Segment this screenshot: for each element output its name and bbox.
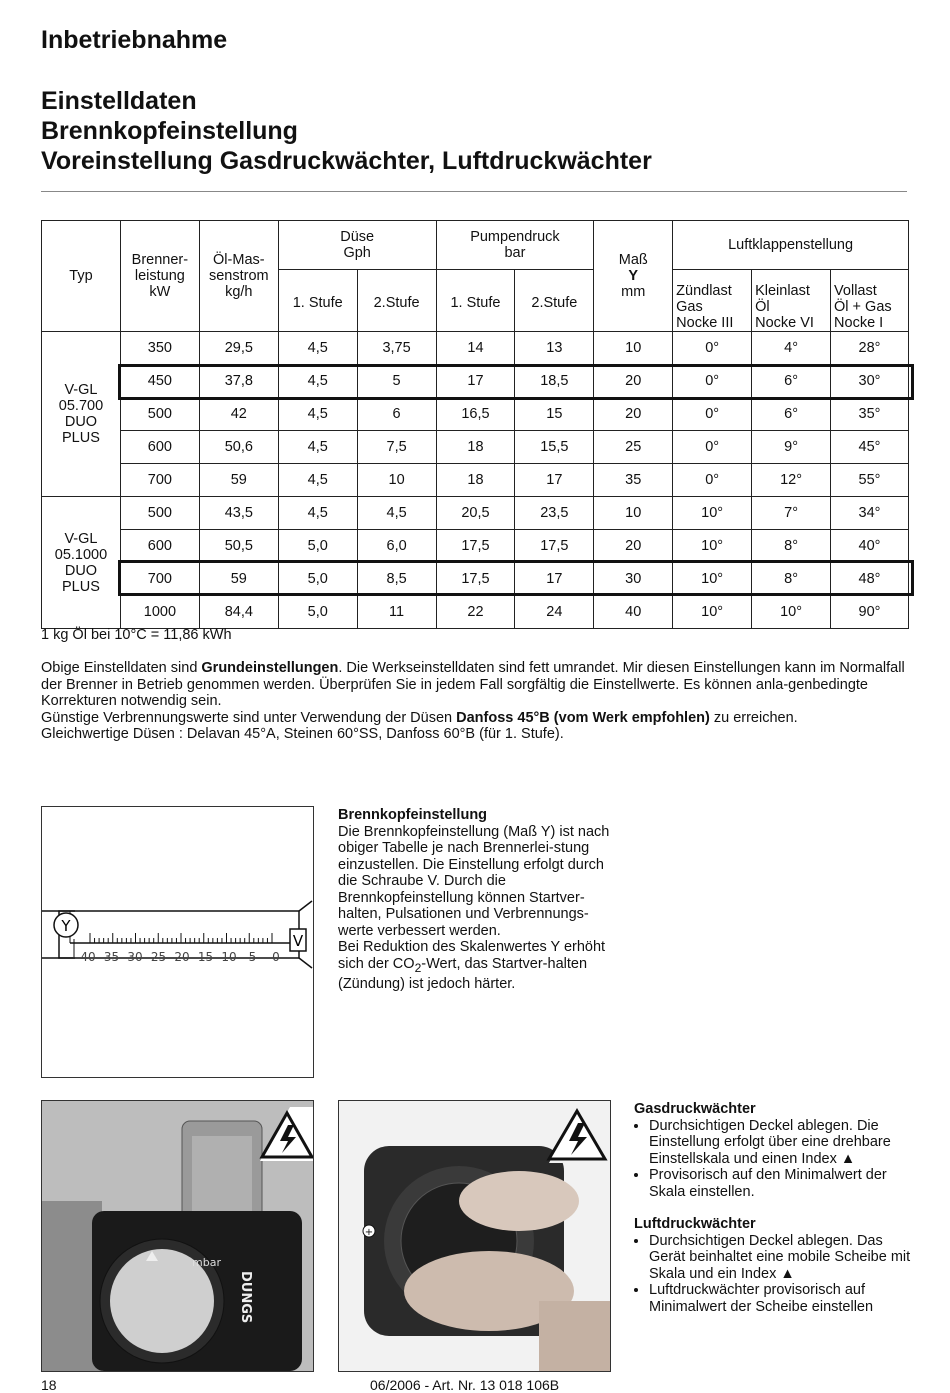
table-cell: 50,5 [199,530,278,563]
table-cell: 50,6 [199,431,278,464]
table-cell: 18,5 [515,365,594,398]
table-cell: 28° [831,332,909,365]
header-mass-3: mm [621,284,646,300]
gas-list [634,1118,914,1201]
table-cell: 500 [120,497,199,530]
luft-list [634,1233,914,1316]
table-cell: 48° [831,563,909,596]
table-cell: 30° [831,365,909,398]
scale-label: 15 [197,950,214,964]
pressure-switch-instructions [634,1101,914,1315]
header-leistung [120,221,199,332]
table-cell: 24 [515,596,594,629]
para-line-2 [41,710,907,727]
table-cell: 5 [357,365,436,398]
header-oel-2: senstrom [208,268,269,284]
table-cell: 12° [752,464,831,497]
table-cell: 16,5 [436,398,515,431]
luft-item-1-text: Durchsichtigen Deckel ablegen. Das Gerät beinhaltet eine mobile Scheibe mit Skala und ein Index [649,1232,911,1282]
table-cell: 10° [673,530,752,563]
table-cell: 40° [831,530,909,563]
table-cell: 4,5 [278,431,357,464]
page-title: Inbetriebnahme [41,26,228,54]
header-pumpe-2: bar [504,245,526,261]
table-cell: 10° [673,563,752,596]
header-mass-1: Maß [618,252,648,268]
header-duese-2: Gph [343,245,371,261]
brennkopf-text-2sub: 2 [414,960,422,975]
table-cell: 6° [752,398,831,431]
scale-label: 10 [221,950,237,964]
table-cell: 4,5 [278,497,357,530]
section-title-line-1: Einstelldaten [41,87,197,115]
table-cell: 11 [357,596,436,629]
table-cell: 8,5 [357,563,436,596]
table-cell: 450 [120,365,199,398]
brennkopf-text-1: Die Brennkopfeinstellung (Maß Y) ist nach obiger Tabelle je nach Brennerlei-stung einzustellen. Die Einstellung erfolgt durch die Schraube V. Durch die Brennkopfeinstellung können Startver-halten, Pulsationen und Verbrennungs-werte verbessert werden. [338,823,610,939]
table-cell: 30 [594,563,673,596]
table-cell: 40 [594,596,673,629]
header-oel [199,221,278,332]
header-leistung-2: leistung [134,268,185,284]
scale-label: 40 [80,950,96,964]
gas-title: Gasdruckwächter [634,1101,756,1117]
photo1-mbar: mbar [192,1256,221,1269]
header-duese-1: Düse [340,229,375,245]
header-leistung-3: kW [149,284,171,300]
type-v-gl-05-1000-line: DUO [64,562,98,579]
header-luft: Luftklappenstellung [673,221,909,270]
gas-item-1-text: Durchsichtigen Deckel ablegen. Die Einstellung erfolgt über eine drehbare Einstellskala und einen Index [649,1117,891,1167]
table-cell: 0° [673,431,752,464]
table-cell: 10° [752,596,831,629]
table-row [42,563,909,596]
burner-head-diagram-svg [42,807,313,1077]
type-v-gl-05-1000-line: PLUS [62,578,100,595]
table-cell: 10 [594,332,673,365]
gas-pressure-switch-photo [41,1100,314,1372]
table-cell: 22 [436,596,515,629]
para-1c: . Die Werkseinstelldaten sind fett umrandet. Mir diesen Einstellungen kann im Normalfall der Brenner in Betrieb genommen werden. Überprüfen Sie in jedem Fall sorgfältig die Einstellwerte. Es können anla-genbedingte Korrekturen notwendig sein. [41,660,905,709]
header-voll-3: Nocke I [834,315,884,331]
table-cell: 45° [831,431,909,464]
header-pumpe [436,221,594,270]
table-row [42,431,909,464]
table-cell: 500 [120,398,199,431]
table-cell: 350 [120,332,199,365]
luft-item-2: • Luftdruckwächter provisorisch auf Minimalwert der Scheibe einstellen [649,1282,914,1315]
table-cell: 17,5 [436,530,515,563]
table-cell: 10 [594,497,673,530]
table-row [42,365,909,398]
table-cell: 4,5 [278,464,357,497]
table-cell: 0° [673,398,752,431]
table-cell: 90° [831,596,909,629]
page-number: 18 [41,1377,57,1393]
type-v-gl-05-1000 [42,497,121,629]
header-klein-1: Kleinlast [755,283,810,299]
header-mass-2: Y [628,268,639,284]
header-oel-1: Öl-Mas- [213,252,265,268]
header-typ: Typ [42,221,121,332]
table-cell: 59 [199,464,278,497]
table-cell: 20 [594,398,673,431]
scale-label: 25 [150,950,167,964]
para-1a: Obige Einstelldaten sind [41,660,202,676]
table-cell: 13 [515,332,594,365]
header-duese-stufe2: 2.Stufe [357,270,436,332]
type-v-gl-05-1000-line: 05.1000 [54,546,108,563]
table-cell: 37,8 [199,365,278,398]
table-cell: 29,5 [199,332,278,365]
scale-label: 30 [127,950,143,964]
header-kleinlast [752,270,831,332]
para-2b: Danfoss 45°B (vom Werk empfohlen) [456,709,710,726]
table-row [42,530,909,563]
type-v-gl-05-700-line: DUO [64,414,98,430]
table-cell: 34° [831,497,909,530]
settings-paragraph [41,660,907,743]
section-title-line-3: Voreinstellung Gasdruckwächter, Luftdruckwächter [41,147,652,175]
header-leistung-1: Brenner- [131,252,189,268]
table-cell: 600 [120,431,199,464]
table-cell: 17 [436,365,515,398]
para-2c: zu erreichen. [709,709,798,726]
gas-item-1 [649,1118,914,1168]
table-cell: 700 [120,563,199,596]
table-cell: 700 [120,464,199,497]
type-v-gl-05-1000-line: V-GL [64,530,98,547]
settings-table [41,220,909,629]
type-v-gl-05-700-line: V-GL [64,382,98,398]
header-duese [278,221,436,270]
table-cell: 15 [515,398,594,431]
table-cell: 5,0 [278,530,357,563]
section-title [41,86,652,176]
table-cell: 600 [120,530,199,563]
table-cell: 1000 [120,596,199,629]
air-pressure-switch-svg [339,1101,610,1371]
table-cell: 17,5 [515,530,594,563]
table-cell: 4,5 [278,332,357,365]
burner-head-diagram [41,806,314,1078]
table-cell: 9° [752,431,831,464]
header-klein-3: Nocke VI [755,315,814,331]
table-cell: 35 [594,464,673,497]
table-cell: 0° [673,464,752,497]
para-1b: Grundeinstellungen [201,660,339,676]
table-group-1 [42,332,909,497]
scale-label: 5 [248,950,257,964]
table-cell: 5,0 [278,563,357,596]
header-pumpe-stufe2: 2.Stufe [515,270,594,332]
table-cell: 7° [752,497,831,530]
table-cell: 25 [594,431,673,464]
brennkopf-text-2a: Bei Reduktion des Skalenwertes Y erhöht sich der CO [338,939,606,972]
brennkopf-text-2b: -Wert, das Startver-halten (Zündung) ist jedoch härter. [338,955,588,992]
type-v-gl-05-700 [42,332,121,497]
svg-text:+: + [364,1227,374,1238]
header-mass [594,221,673,332]
header-vollast [831,270,909,332]
title-divider [41,191,907,192]
header-klein-2: Öl [755,299,770,315]
table-cell: 0° [673,365,752,398]
index-triangle-icon: ▲ [840,1150,856,1167]
table-cell: 35° [831,398,909,431]
table-cell: 0° [673,332,752,365]
label-y: Y [61,917,71,935]
table-cell: 4° [752,332,831,365]
table-cell: 59 [199,563,278,596]
table-row [42,497,909,530]
header-zuend-1: Zündlast [676,283,732,299]
header-oel-3: kg/h [225,284,253,300]
table-cell: 4,5 [357,497,436,530]
table-cell: 10 [357,464,436,497]
table-cell: 18 [436,464,515,497]
header-pumpe-1: Pumpendruck [470,229,560,245]
header-voll-2: Öl + Gas [834,299,892,315]
table-cell: 8° [752,530,831,563]
table-row [42,596,909,629]
scale-label: 35 [103,950,120,964]
table-cell: 10° [673,596,752,629]
header-zuend-2: Gas [676,299,703,315]
scale-label: 0 [272,950,280,964]
header-voll-1: Vollast [834,283,877,299]
table-cell: 3,75 [357,332,436,365]
index-triangle-icon: ▲ [780,1265,795,1282]
header-zuend-3: Nocke III [676,315,734,331]
header-pumpe-stufe1: 1. Stufe [436,270,515,332]
section-title-line-2: Brennkopfeinstellung [41,117,298,145]
conversion-note: 1 kg Öl bei 10°C = 11,86 kWh [41,627,232,643]
table-cell: 7,5 [357,431,436,464]
brennkopf-title: Brennkopfeinstellung [338,807,488,823]
table-cell: 42 [199,398,278,431]
table-header-row-1 [42,221,909,270]
table-group-2 [42,497,909,629]
table-cell: 20 [594,365,673,398]
type-v-gl-05-700-line: 05.700 [58,398,104,414]
luft-item-1 [649,1233,914,1283]
para-line-3: Gleichwertige Düsen : Delavan 45°A, Steinen 60°SS, Danfoss 60°B (für 1. Stufe). [41,726,564,742]
scale-label: 20 [174,950,190,964]
table-cell: 6° [752,365,831,398]
article-number: 06/2006 - Art. Nr. 13 018 106B [370,1377,560,1393]
table-row [42,464,909,497]
photo1-brand: DUNGS [238,1271,253,1324]
header-duese-stufe1: 1. Stufe [278,270,357,332]
table-cell: 43,5 [199,497,278,530]
table-row [42,332,909,365]
table-cell: 6 [357,398,436,431]
luft-title: Luftdruckwächter [634,1216,756,1232]
brennkopf-text [338,807,610,992]
para-2a: Günstige Verbrennungswerte sind unter Verwendung der Düsen [41,709,457,726]
table-cell: 4,5 [278,398,357,431]
table-cell: 23,5 [515,497,594,530]
table-cell: 10° [673,497,752,530]
gas-pressure-switch-svg [42,1101,313,1371]
air-pressure-switch-photo [338,1100,611,1372]
type-v-gl-05-700-line: PLUS [62,430,100,446]
table-cell: 14 [436,332,515,365]
table-cell: 20 [594,530,673,563]
table-cell: 17,5 [436,563,515,596]
table-cell: 20,5 [436,497,515,530]
table-cell: 17 [515,464,594,497]
table-row [42,398,909,431]
label-v: V [292,932,304,950]
table-cell: 8° [752,563,831,596]
table-cell: 55° [831,464,909,497]
table-cell: 4,5 [278,365,357,398]
gas-item-2: • Provisorisch auf den Minimalwert der Skala einstellen. [649,1167,914,1200]
table-cell: 5,0 [278,596,357,629]
table-cell: 6,0 [357,530,436,563]
table-cell: 15,5 [515,431,594,464]
header-zuendlast [673,270,752,332]
table-cell: 17 [515,563,594,596]
para-line-1 [41,660,907,710]
table-cell: 18 [436,431,515,464]
table-cell: 84,4 [199,596,278,629]
